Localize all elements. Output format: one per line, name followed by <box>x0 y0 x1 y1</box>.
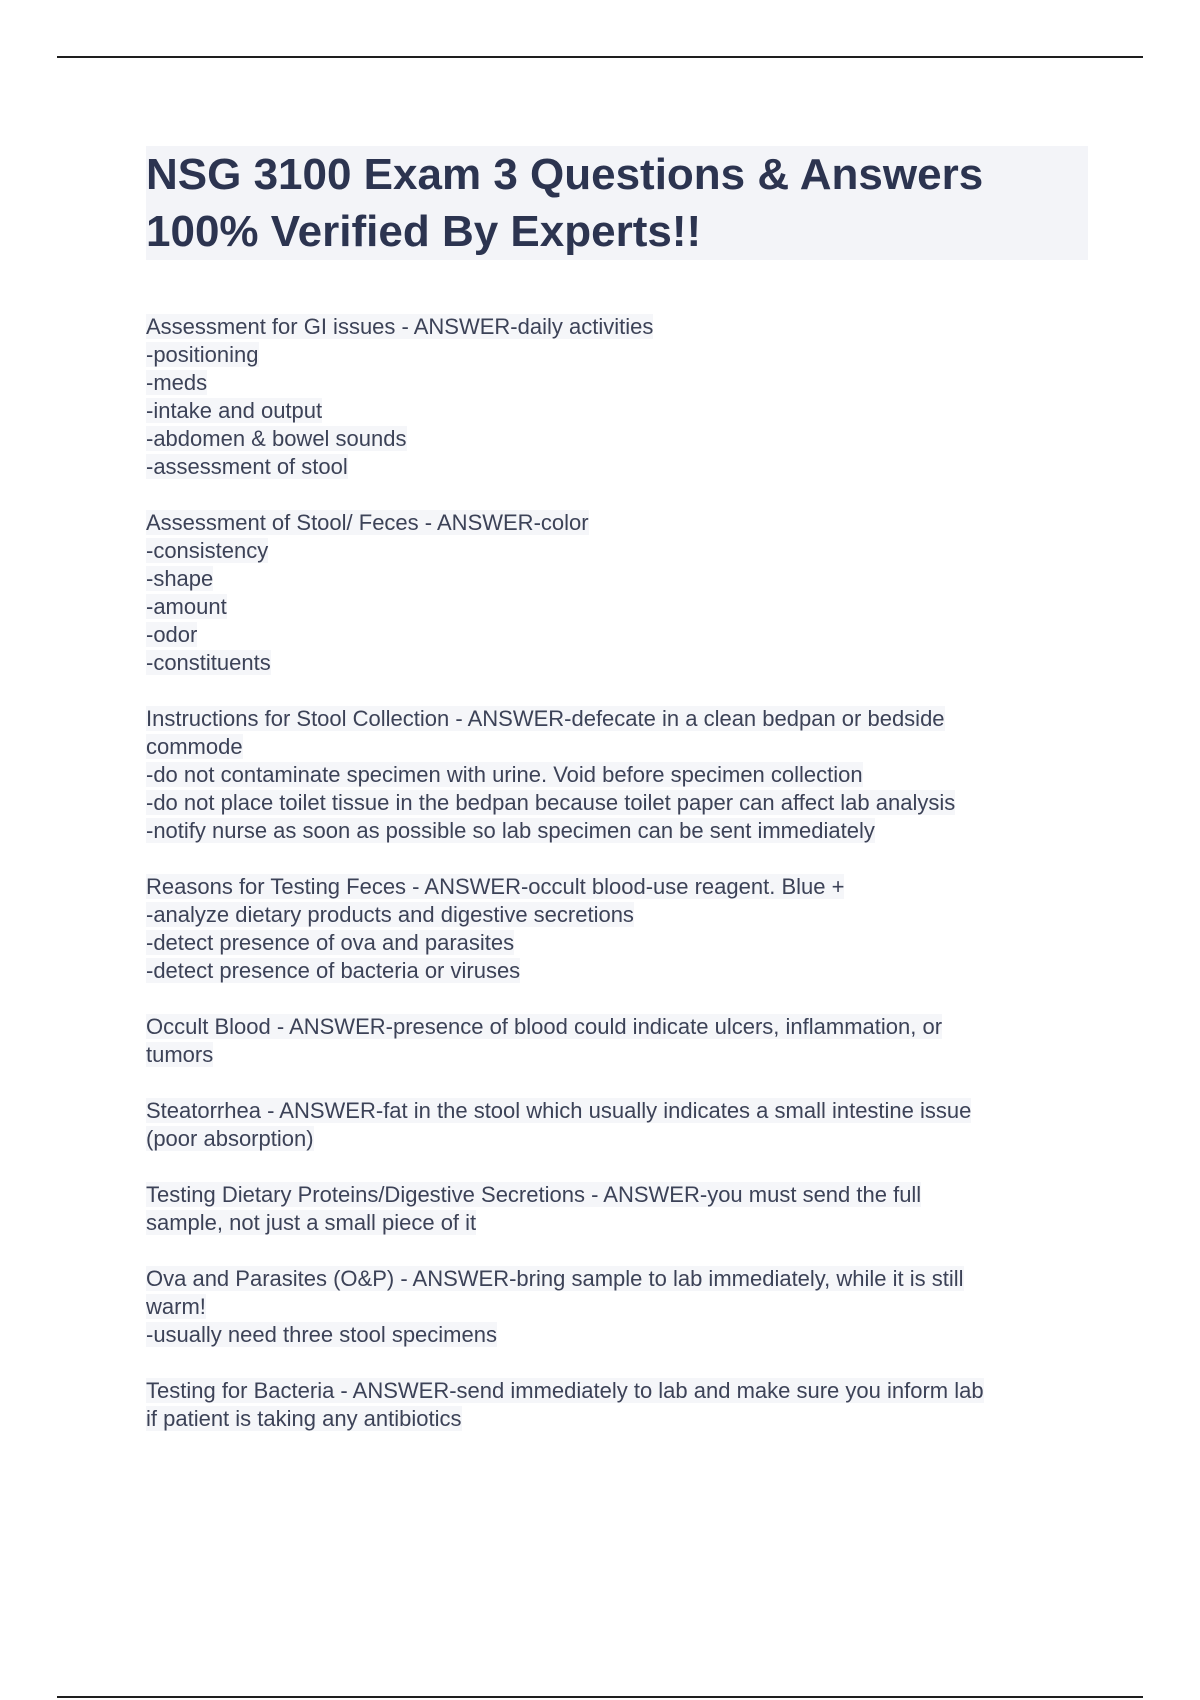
qa-line: -do not contaminate specimen with urine. Void before specimen collection <box>146 762 863 787</box>
qa-entry-occult-blood <box>146 1013 1086 1069</box>
qa-line: -assessment of stool <box>146 454 348 479</box>
qa-line: Assessment of Stool/ Feces - ANSWER-color <box>146 510 589 535</box>
qa-line: -detect presence of bacteria or viruses <box>146 958 521 983</box>
qa-line: -amount <box>146 594 227 619</box>
qa-line: -meds <box>146 370 208 395</box>
qa-line: commode <box>146 734 243 759</box>
qa-entry-steatorrhea <box>146 1097 1086 1153</box>
title-line-1: NSG 3100 Exam 3 Questions & Answers <box>146 150 984 199</box>
qa-entry-testing-feces <box>146 873 1086 985</box>
document-title <box>146 146 1088 260</box>
qa-line: warm! <box>146 1294 206 1319</box>
qa-line: -usually need three stool specimens <box>146 1322 497 1347</box>
title-line-2: 100% Verified By Experts!! <box>146 207 702 256</box>
qa-line: Ova and Parasites (O&P) - ANSWER-bring sample to lab immediately, while it is still <box>146 1266 964 1291</box>
qa-list <box>146 313 1086 1461</box>
qa-line: -shape <box>146 566 214 591</box>
bottom-rule <box>57 1696 1143 1698</box>
qa-line: Occult Blood - ANSWER-presence of blood could indicate ulcers, inflammation, or <box>146 1014 943 1039</box>
qa-entry-gi-assessment <box>146 313 1086 481</box>
qa-entry-testing-bacteria <box>146 1377 1086 1433</box>
qa-line: -odor <box>146 622 198 647</box>
qa-entry-dietary-proteins <box>146 1181 1086 1237</box>
qa-line: tumors <box>146 1042 214 1067</box>
qa-line: -abdomen & bowel sounds <box>146 426 407 451</box>
qa-line: -intake and output <box>146 398 323 423</box>
qa-line: -notify nurse as soon as possible so lab specimen can be sent immediately <box>146 818 875 843</box>
qa-entry-ova-parasites <box>146 1265 1086 1349</box>
qa-line: Instructions for Stool Collection - ANSWER-defecate in a clean bedpan or bedside <box>146 706 945 731</box>
qa-line: Reasons for Testing Feces - ANSWER-occult blood-use reagent. Blue + <box>146 874 845 899</box>
qa-line: sample, not just a small piece of it <box>146 1210 477 1235</box>
qa-line: -consistency <box>146 538 269 563</box>
qa-entry-stool-assessment <box>146 509 1086 677</box>
qa-line: if patient is taking any antibiotics <box>146 1406 462 1431</box>
qa-line: Steatorrhea - ANSWER-fat in the stool which usually indicates a small intestine issue <box>146 1098 972 1123</box>
qa-line: -constituents <box>146 650 271 675</box>
qa-line: (poor absorption) <box>146 1126 314 1151</box>
qa-line: Testing for Bacteria - ANSWER-send immediately to lab and make sure you inform lab <box>146 1378 984 1403</box>
title-block <box>146 146 1088 260</box>
qa-line: Testing Dietary Proteins/Digestive Secretions - ANSWER-you must send the full <box>146 1182 922 1207</box>
qa-line: -do not place toilet tissue in the bedpan because toilet paper can affect lab analysis <box>146 790 956 815</box>
qa-line: -analyze dietary products and digestive secretions <box>146 902 634 927</box>
qa-entry-stool-collection <box>146 705 1086 845</box>
top-rule <box>57 56 1143 58</box>
qa-line: -detect presence of ova and parasites <box>146 930 515 955</box>
qa-line: Assessment for GI issues - ANSWER-daily activities <box>146 314 654 339</box>
qa-line: -positioning <box>146 342 259 367</box>
